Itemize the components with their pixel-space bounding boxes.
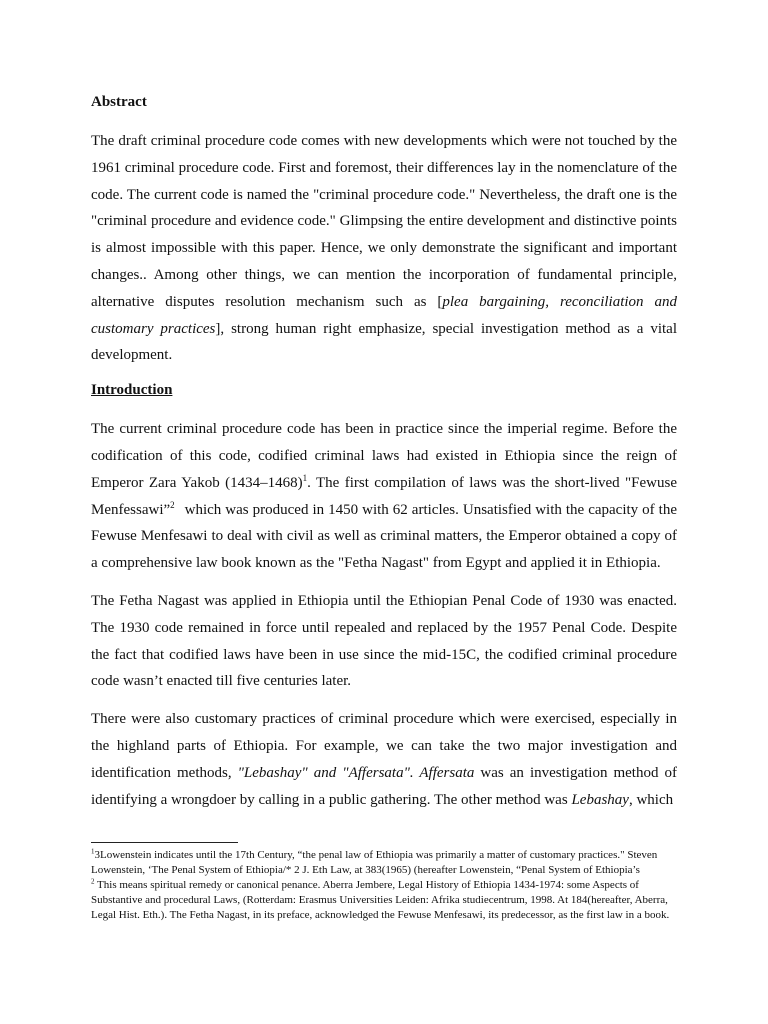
footnote-separator (91, 842, 238, 843)
intro-p1-text-b: . The first compilation of laws was the short-lived "Fewuse Menfessawi” (91, 474, 677, 518)
footnotes-section (91, 842, 677, 923)
abstract-text-italic: plea bargaining, reconciliation and customary practices (91, 293, 677, 337)
abstract-text-b: ], strong human right emphasize, special investigation method as a vital development. (91, 320, 677, 364)
footnote-ref-1[interactable]: 1 (302, 472, 308, 483)
footnote-2-marker: 2 (91, 877, 95, 886)
abstract-heading: Abstract (91, 94, 147, 110)
footnote-1-text: 3Lowenstein indicates until the 17th Century, “the penal law of Ethiopia was primarily a matter of customary practices." Steven Lowenstein, ‘The Penal System of Ethiopia/* 2 J. Eth Law, at 383(1965) (hereafter Lowenstein, “Penal System of Ethiopia’s (91, 849, 658, 876)
intro-p3-text-c: , which (628, 791, 674, 808)
intro-p3-text-b: was an investigation method of identifying a wrongdoer by calling in a public gathering. The other method was (91, 764, 678, 808)
abstract-paragraph (91, 128, 677, 369)
introduction-paragraph-1 (91, 416, 677, 577)
document-body (91, 92, 677, 824)
footnote-1-marker: 1 (91, 847, 95, 856)
intro-p3-italic-2: Lebashay (571, 791, 629, 808)
footnote-ref-2[interactable]: 2 (170, 499, 175, 510)
footnote-1 (91, 848, 677, 878)
intro-p1-text-c: which was produced in 1450 with 62 articles. Unsatisfied with the capacity of the Fewuse Menfesawi to deal with civil as well as criminal matters, the Emperor obtained a copy of a comprehensive law book known as the "Fetha Nagast" from Egypt and applied it in Ethiopia. (91, 501, 677, 572)
intro-p3-italic-1: "Lebashay" and "Affersata". Affersata (237, 764, 475, 781)
introduction-paragraph-2: The Fetha Nagast was applied in Ethiopia until the Ethiopian Penal Code of 1930 was enacted. The 1930 code remained in force until repealed and replaced by the 1957 Penal Code. Despite the fact that codified laws have been in use since the mid-15C, the codified criminal procedure code wasn’t enacted till five centuries later. (91, 592, 677, 690)
introduction-paragraph-3 (91, 706, 677, 813)
intro-p1-text-a: The current criminal procedure code has been in practice since the imperial regime. Before the codification of this code, codified criminal laws had existed in Ethiopia since the reign of Emperor Zara Yakob (1434–1468) (91, 421, 677, 491)
introduction-heading: Introduction (91, 382, 173, 399)
abstract-text-a: The draft criminal procedure code comes with new developments which were not touched by the 1961 criminal procedure code. First and foremost, their differences lay in the nomenclature of the code. The current code is named the "criminal procedure code." Nevertheless, the draft one is the "criminal procedure and evidence code." Glimpsing the entire development and distinctive points is almost impossible with this paper. Hence, we only demonstrate the significant and important changes.. Among other things, we can mention the incorporation of fundamental principle, alternative disputes resolution mechanism such as [ (91, 133, 677, 310)
footnote-2-text: This means spiritual remedy or canonical penance. Aberra Jembere, Legal History of Ethiopia 1434-1974: some Aspects of Substantive and procedural Laws, (Rotterdam: Erasmus Universities Leiden: Afrika studiecentrum, 1998. At 184(hereafter, Aberra, Legal Hist. Eth.). The Fetha Nagast, in its preface, acknowledged the Fewuse Menfesawi, its predecessor, as the first law in a book. (91, 878, 670, 921)
footnote-2 (91, 878, 677, 923)
intro-p3-text-a: There were also customary practices of criminal procedure which were exercised, especially in the highland parts of Ethiopia. For example, we can take the two major investigation and identification methods, (91, 711, 677, 781)
